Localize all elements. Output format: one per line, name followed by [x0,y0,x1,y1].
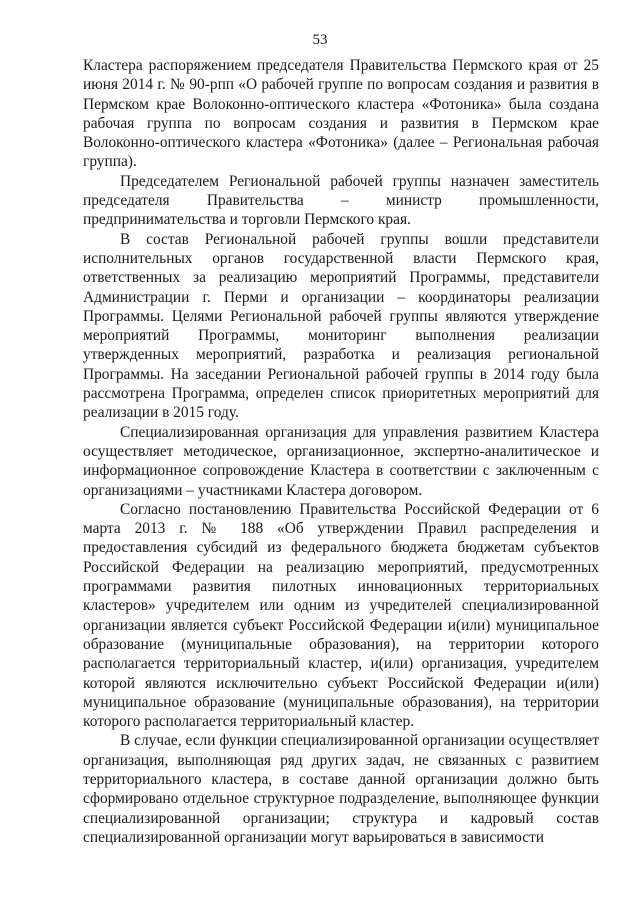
paragraph-5: Согласно постановлению Правительства Российской Федерации от 6 марта 2013 г. № 188 «Об утверждении Правил распределения и предоставления субсидий из федерального бюджета бюджетам субъектов Российской Федерации на реализацию мероприятий, предусмотренных программами развития пилотных инновационных территориальных кластеров» учредителем или одним из учредителей специализированной организации является субъект Российской Федерации и(или) муниципальное образование (муниципальные образования), на территории которого располагается территориальный кластер, и(или) организация, учредителем которой являются исключительно субъект Российской Федерации и(или) муниципальное образование (муниципальные образования), на территории которого располагается территориальный кластер. [83,500,599,731]
paragraph-6: В случае, если функции специализированной организации осуществляет организация, выполняющая ряд других задач, не связанных с развитием территориального кластера, в составе данной организации должно быть сформировано отдельное структурное подразделение, выполняющее функции специализированной организации; структура и кадровый состав специализированной организации могут варьироваться в зависимости [83,732,599,846]
paragraph-4: Специализированная организация для управления развитием Кластера осуществляет методическое, организационное, экспертно-аналитическое и информационное сопровождение Кластера в соответствии с заключенным с организациями – участниками Кластера договором. [83,423,599,499]
paragraph-1: Кластера распоряжением председателя Правительства Пермского края от 25 июня 2014 г. № 90-рпп «О рабочей группе по вопросам создания и развития в Пермском крае Волоконно-оптического кластера «Фотоника» была создана рабочая группа по вопросам создания и развития в Пермском крае Волоконно-оптического кластера «Фотоника» (далее – Региональная рабочая группа). [83,57,599,171]
paragraph-2: Председателем Региональной рабочей группы назначен заместитель председателя Правительства – министр промышленности, предпринимательства и торговли Пермского края. [83,172,599,229]
page-number: 53 [312,32,328,48]
document-body [83,56,599,847]
paragraph-3: В состав Региональной рабочей группы вошли представители исполнительных органов государственной власти Пермского края, ответственных за реализацию мероприятий Программы, представители Администрации г. Перми и организации – координаторы реализации Программы. Целями Региональной рабочей группы являются утверждение мероприятий Программы, мониторинг выполнения реализации утвержденных мероприятий, разработка и реализация региональной Программы. На заседании Региональной рабочей группы в 2014 году была рассмотрена Программа, определен список приоритетных мероприятий для реализации в 2015 году. [83,230,599,422]
